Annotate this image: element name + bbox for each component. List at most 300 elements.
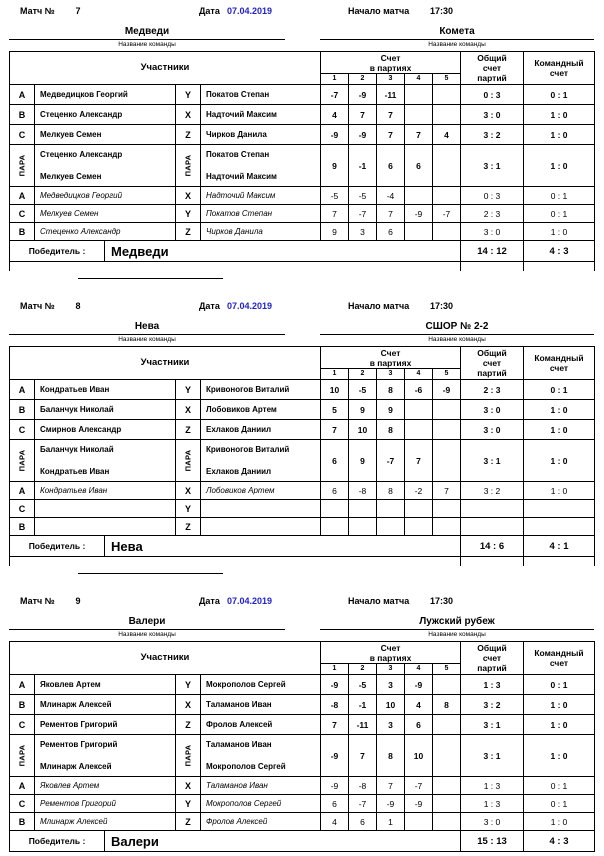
home-player-name bbox=[35, 105, 176, 125]
game-score-cell bbox=[377, 518, 405, 536]
away-letter bbox=[176, 400, 201, 420]
game-score-cell bbox=[377, 500, 405, 518]
participants-header: Участники bbox=[10, 347, 321, 380]
team-name-caption: Название команды bbox=[428, 336, 486, 343]
home-letter bbox=[10, 795, 35, 813]
away-letter bbox=[176, 440, 201, 482]
game-score-cell: 8 bbox=[377, 380, 405, 400]
player-name-text: Мокрополов Сергей bbox=[206, 799, 282, 808]
player-name-text: Надточий Максим bbox=[206, 172, 277, 181]
player-name-text: Стеценко Александр bbox=[40, 150, 123, 159]
away-player-name bbox=[201, 813, 321, 831]
home-player-name bbox=[35, 145, 176, 187]
match-number-label: Матч № bbox=[20, 596, 55, 606]
game-score-cell: 7 bbox=[321, 420, 349, 440]
score-header-line2: в партиях bbox=[369, 357, 412, 368]
away-player-name bbox=[201, 145, 321, 187]
home-letter-text: B bbox=[18, 404, 26, 415]
player-name-text: Таламанов Иван bbox=[206, 700, 272, 709]
game-score-cell: 5 bbox=[321, 400, 349, 420]
match-score-cell: 1 : 0 bbox=[524, 125, 595, 145]
home-player-name bbox=[35, 125, 176, 145]
game-score-cell: 3 bbox=[377, 675, 405, 695]
away-team bbox=[320, 321, 594, 343]
away-player-name bbox=[201, 777, 321, 795]
winner-total-games-score: 14 : 12 bbox=[461, 241, 524, 262]
home-player-name bbox=[35, 380, 176, 400]
home-letter-text: B bbox=[18, 226, 26, 237]
away-letter bbox=[176, 500, 201, 518]
match-header bbox=[0, 295, 604, 315]
home-letter bbox=[10, 125, 35, 145]
away-letter bbox=[176, 715, 201, 735]
score-header-line1: Счет bbox=[380, 52, 401, 63]
player-name-text: Кондратьев Иван bbox=[40, 486, 108, 495]
away-team bbox=[320, 26, 594, 48]
match-table bbox=[9, 346, 595, 557]
match-score-cell bbox=[524, 500, 595, 518]
match-number-label: Матч № bbox=[20, 301, 55, 311]
home-letter-text: A bbox=[18, 190, 26, 201]
home-letter bbox=[10, 675, 35, 695]
team-name-caption: Название команды bbox=[428, 631, 486, 638]
away-letter bbox=[176, 777, 201, 795]
start-time: 17:30 bbox=[430, 6, 454, 16]
game-score-cell: 4 bbox=[433, 125, 461, 145]
home-letter-text: B bbox=[18, 109, 26, 120]
away-player-name bbox=[201, 205, 321, 223]
game-score-cell bbox=[405, 85, 433, 105]
winner-label: Победитель : bbox=[10, 536, 105, 557]
player-name-text: Медведицков Георгий bbox=[40, 191, 123, 200]
start-label: Начало матча bbox=[348, 596, 410, 606]
home-team-name: Валери bbox=[9, 616, 285, 630]
game-score-cell: 8 bbox=[377, 420, 405, 440]
match-score-cell: 1 : 0 bbox=[524, 145, 595, 187]
game-score-cell: -4 bbox=[377, 187, 405, 205]
game-score-cell: 7 bbox=[321, 715, 349, 735]
match-score-cell: 0 : 1 bbox=[524, 187, 595, 205]
score-in-games-header bbox=[321, 52, 461, 74]
game-score-cell: 9 bbox=[321, 145, 349, 187]
home-team-name: Нева bbox=[9, 321, 285, 335]
team-score-header bbox=[524, 52, 595, 85]
game-score-cell bbox=[405, 518, 433, 536]
home-letter-text: ПАРА bbox=[17, 449, 27, 472]
set-score-cell bbox=[461, 518, 524, 536]
set-score-cell: 3 : 0 bbox=[461, 813, 524, 831]
date-label: Дата bbox=[199, 301, 220, 311]
home-player-name bbox=[35, 715, 176, 735]
game-score-cell: 7 bbox=[377, 105, 405, 125]
game-score-cell: 9 bbox=[321, 223, 349, 241]
game-score-cell bbox=[433, 223, 461, 241]
game-score-cell: -5 bbox=[321, 187, 349, 205]
game-score-cell: 6 bbox=[321, 482, 349, 500]
match-score-cell: 0 : 1 bbox=[524, 795, 595, 813]
home-letter bbox=[10, 813, 35, 831]
home-player-name bbox=[35, 187, 176, 205]
set-score-cell: 0 : 3 bbox=[461, 85, 524, 105]
winner-name: Нева bbox=[105, 536, 461, 557]
home-letter bbox=[10, 500, 35, 518]
home-player-name bbox=[35, 813, 176, 831]
game-score-cell bbox=[405, 223, 433, 241]
game-score-cell: -9 bbox=[349, 85, 377, 105]
game-score-cell: -7 bbox=[349, 795, 377, 813]
away-letter-text: Z bbox=[185, 424, 191, 435]
game-score-cell bbox=[405, 500, 433, 518]
game-score-cell: 7 bbox=[377, 777, 405, 795]
player-name-text: Баланчук Николай bbox=[40, 405, 114, 414]
home-team bbox=[9, 616, 285, 638]
player-name-text: Надточий Максим bbox=[206, 110, 277, 119]
grid-stub bbox=[594, 557, 595, 566]
home-letter-text: A bbox=[18, 780, 26, 791]
game-score-cell: -8 bbox=[321, 695, 349, 715]
home-player-name bbox=[35, 777, 176, 795]
player-name-text: Мелкуев Семен bbox=[40, 209, 99, 218]
game-score-cell bbox=[433, 187, 461, 205]
player-name-text: Ехлаков Даниил bbox=[206, 467, 272, 476]
game-score-cell: -9 bbox=[405, 205, 433, 223]
match-section bbox=[0, 295, 604, 590]
player-name-text: Фролов Алексей bbox=[206, 720, 273, 729]
away-player-name bbox=[201, 380, 321, 400]
game-score-cell: 7 bbox=[377, 125, 405, 145]
game-score-cell: 6 bbox=[321, 440, 349, 482]
game-number: 4 bbox=[405, 664, 433, 675]
game-score-cell bbox=[433, 440, 461, 482]
home-letter bbox=[10, 735, 35, 777]
match-score-cell: 1 : 0 bbox=[524, 223, 595, 241]
away-letter-text: Z bbox=[185, 719, 191, 730]
player-name-text: Покатов Степан bbox=[206, 150, 270, 159]
home-player-name bbox=[35, 205, 176, 223]
set-score-cell: 3 : 0 bbox=[461, 420, 524, 440]
home-letter-text: C bbox=[18, 798, 26, 809]
away-player-name bbox=[201, 125, 321, 145]
player-name-text: Таламанов Иван bbox=[206, 781, 268, 790]
game-score-cell: -7 bbox=[377, 440, 405, 482]
match-section bbox=[0, 0, 604, 295]
player-name-text: Стеценко Александр bbox=[40, 227, 121, 236]
game-score-cell: -5 bbox=[349, 675, 377, 695]
player-name-text: Лобовиков Артем bbox=[206, 405, 277, 414]
player-name-text: Мелкуев Семен bbox=[40, 172, 102, 181]
set-score-cell: 3 : 2 bbox=[461, 125, 524, 145]
home-letter bbox=[10, 205, 35, 223]
away-player-name bbox=[201, 675, 321, 695]
home-letter-text: C bbox=[18, 129, 26, 140]
game-score-cell: 4 bbox=[321, 105, 349, 125]
game-score-cell: -5 bbox=[349, 187, 377, 205]
game-score-cell: 6 bbox=[377, 145, 405, 187]
game-number: 5 bbox=[433, 369, 461, 380]
game-number: 4 bbox=[405, 74, 433, 85]
grid-stub bbox=[523, 262, 524, 271]
set-score-cell: 3 : 1 bbox=[461, 145, 524, 187]
home-team-name: Медведи bbox=[9, 26, 285, 40]
game-score-cell: 9 bbox=[377, 400, 405, 420]
grid-stub bbox=[594, 262, 595, 271]
match-table bbox=[9, 51, 595, 262]
game-score-cell: 4 bbox=[321, 813, 349, 831]
game-number: 2 bbox=[349, 74, 377, 85]
team-score-header-text: Командный счет bbox=[534, 353, 584, 373]
match-score-cell: 1 : 0 bbox=[524, 735, 595, 777]
home-player-name bbox=[35, 735, 176, 777]
home-letter bbox=[10, 105, 35, 125]
score-in-games-header bbox=[321, 642, 461, 664]
game-score-cell: -7 bbox=[349, 205, 377, 223]
away-player-name bbox=[201, 795, 321, 813]
game-score-cell: 8 bbox=[377, 735, 405, 777]
game-number: 5 bbox=[433, 74, 461, 85]
set-score-cell: 0 : 3 bbox=[461, 187, 524, 205]
home-letter bbox=[10, 187, 35, 205]
game-score-cell: 9 bbox=[349, 400, 377, 420]
player-name-text: Лобовиков Артем bbox=[206, 486, 275, 495]
team-names-row bbox=[9, 616, 594, 638]
game-number: 2 bbox=[349, 369, 377, 380]
team-names-row bbox=[9, 26, 594, 48]
away-letter bbox=[176, 695, 201, 715]
grid-stub bbox=[523, 557, 524, 566]
away-letter-text: X bbox=[184, 109, 191, 120]
home-letter-text: B bbox=[18, 521, 26, 532]
game-score-cell bbox=[405, 420, 433, 440]
grid-stub bbox=[9, 557, 10, 566]
game-score-cell: -11 bbox=[377, 85, 405, 105]
table-footer-area bbox=[9, 557, 594, 586]
game-score-cell: -9 bbox=[349, 125, 377, 145]
winner-total-games-score: 14 : 6 bbox=[461, 536, 524, 557]
player-name-text: Стеценко Александр bbox=[40, 110, 123, 119]
match-score-cell: 0 : 1 bbox=[524, 85, 595, 105]
grid-stub bbox=[9, 262, 10, 271]
team-name-caption: Название команды bbox=[428, 41, 486, 48]
set-score-cell bbox=[461, 500, 524, 518]
home-letter bbox=[10, 420, 35, 440]
game-score-cell: 6 bbox=[377, 223, 405, 241]
match-number: 8 bbox=[75, 301, 81, 311]
home-letter bbox=[10, 518, 35, 536]
game-number: 1 bbox=[321, 74, 349, 85]
home-letter bbox=[10, 695, 35, 715]
away-letter bbox=[176, 105, 201, 125]
player-name-text: Баланчук Николай bbox=[40, 445, 114, 454]
game-number: 3 bbox=[377, 74, 405, 85]
home-letter-text: ПАРА bbox=[17, 154, 27, 177]
game-score-cell: 6 bbox=[321, 795, 349, 813]
game-score-cell bbox=[405, 105, 433, 125]
away-player-name bbox=[201, 105, 321, 125]
set-score-cell: 3 : 1 bbox=[461, 440, 524, 482]
game-score-cell: -9 bbox=[405, 675, 433, 695]
set-score-cell: 1 : 3 bbox=[461, 777, 524, 795]
game-score-cell bbox=[321, 500, 349, 518]
grid-stub bbox=[460, 262, 461, 271]
team-score-header-text: Командный счет bbox=[534, 58, 584, 78]
team-name-caption: Название команды bbox=[118, 41, 176, 48]
game-score-cell bbox=[433, 675, 461, 695]
game-number: 2 bbox=[349, 664, 377, 675]
player-name-text: Рементов Григорий bbox=[40, 799, 116, 808]
score-in-games-header bbox=[321, 347, 461, 369]
start-label: Начало матча bbox=[348, 301, 410, 311]
match-score-cell: 0 : 1 bbox=[524, 380, 595, 400]
total-games-header bbox=[461, 642, 524, 675]
away-letter-text: Z bbox=[185, 129, 191, 140]
home-player-name bbox=[35, 85, 176, 105]
home-letter-text: ПАРА bbox=[17, 744, 27, 767]
match-header bbox=[0, 0, 604, 20]
away-letter bbox=[176, 795, 201, 813]
home-letter bbox=[10, 482, 35, 500]
player-name-text: Надточий Максим bbox=[206, 191, 276, 200]
match-score-cell: 1 : 0 bbox=[524, 482, 595, 500]
home-letter-text: A bbox=[18, 384, 26, 395]
away-letter bbox=[176, 420, 201, 440]
player-name-text: Яковлев Артем bbox=[40, 680, 101, 689]
away-team bbox=[320, 616, 594, 638]
player-name-text: Ехлаков Даниил bbox=[206, 425, 272, 434]
player-name-text: Кондратьев Иван bbox=[40, 385, 110, 394]
match-score-cell: 1 : 0 bbox=[524, 400, 595, 420]
start-label: Начало матча bbox=[348, 6, 410, 16]
away-letter bbox=[176, 735, 201, 777]
set-score-cell: 1 : 3 bbox=[461, 795, 524, 813]
game-score-cell: -5 bbox=[349, 380, 377, 400]
game-score-cell: 10 bbox=[405, 735, 433, 777]
player-name-text: Рементов Григорий bbox=[40, 720, 118, 729]
team-score-header bbox=[524, 642, 595, 675]
away-player-name bbox=[201, 500, 321, 518]
away-letter bbox=[176, 125, 201, 145]
game-number: 1 bbox=[321, 664, 349, 675]
game-score-cell bbox=[405, 813, 433, 831]
away-letter-text: X bbox=[184, 780, 191, 791]
home-team bbox=[9, 26, 285, 48]
match-score-cell: 0 : 1 bbox=[524, 777, 595, 795]
game-number: 3 bbox=[377, 664, 405, 675]
winner-label: Победитель : bbox=[10, 241, 105, 262]
match-score-cell: 1 : 0 bbox=[524, 695, 595, 715]
player-name-text: Медведицков Георгий bbox=[40, 90, 128, 99]
home-letter bbox=[10, 145, 35, 187]
home-letter-text: C bbox=[18, 424, 26, 435]
game-score-cell: -9 bbox=[377, 795, 405, 813]
away-letter bbox=[176, 145, 201, 187]
team-name-caption: Название команды bbox=[118, 336, 176, 343]
away-player-name bbox=[201, 735, 321, 777]
game-score-cell: 10 bbox=[377, 695, 405, 715]
winner-team-score: 4 : 3 bbox=[524, 831, 595, 852]
player-name-text: Мокрополов Сергей bbox=[206, 680, 286, 689]
game-score-cell: 7 bbox=[405, 125, 433, 145]
home-letter-text: A bbox=[18, 89, 26, 100]
game-score-cell: 7 bbox=[433, 482, 461, 500]
set-score-cell: 2 : 3 bbox=[461, 205, 524, 223]
home-letter bbox=[10, 400, 35, 420]
game-score-cell: -1 bbox=[349, 695, 377, 715]
match-score-cell: 1 : 0 bbox=[524, 105, 595, 125]
player-name-text: Фролов Алексей bbox=[206, 817, 268, 826]
grid-stub bbox=[460, 557, 461, 566]
game-score-cell: 8 bbox=[377, 482, 405, 500]
set-score-cell: 3 : 2 bbox=[461, 695, 524, 715]
away-player-name bbox=[201, 420, 321, 440]
game-score-cell: -9 bbox=[321, 125, 349, 145]
home-letter bbox=[10, 380, 35, 400]
away-team-name: Комета bbox=[320, 26, 594, 40]
game-score-cell: -7 bbox=[405, 777, 433, 795]
team-score-header bbox=[524, 347, 595, 380]
game-score-cell: -7 bbox=[321, 85, 349, 105]
home-letter-text: C bbox=[18, 503, 26, 514]
set-score-cell: 3 : 0 bbox=[461, 105, 524, 125]
away-player-name bbox=[201, 440, 321, 482]
match-table bbox=[9, 641, 595, 852]
participants-header: Участники bbox=[10, 52, 321, 85]
winner-team-score: 4 : 1 bbox=[524, 536, 595, 557]
match-score-cell: 1 : 0 bbox=[524, 715, 595, 735]
game-score-cell bbox=[433, 795, 461, 813]
game-score-cell bbox=[433, 777, 461, 795]
score-header-line1: Счет bbox=[380, 347, 401, 358]
game-score-cell: 6 bbox=[405, 715, 433, 735]
game-score-cell bbox=[433, 85, 461, 105]
total-games-header-text: Общий счет партий bbox=[477, 643, 507, 673]
away-letter bbox=[176, 482, 201, 500]
total-games-header-text: Общий счет партий bbox=[477, 348, 507, 378]
game-score-cell: 3 bbox=[377, 715, 405, 735]
game-number: 5 bbox=[433, 664, 461, 675]
game-score-cell: 10 bbox=[321, 380, 349, 400]
player-name-text: Млинарж Алексей bbox=[40, 817, 108, 826]
home-player-name bbox=[35, 695, 176, 715]
home-letter-text: C bbox=[18, 208, 26, 219]
player-name-text: Таламанов Иван bbox=[206, 740, 272, 749]
home-player-name bbox=[35, 675, 176, 695]
away-team-name: СШОР № 2-2 bbox=[320, 321, 594, 335]
start-time: 17:30 bbox=[430, 301, 454, 311]
match-score-cell: 1 : 0 bbox=[524, 813, 595, 831]
game-score-cell bbox=[433, 735, 461, 777]
away-letter bbox=[176, 85, 201, 105]
game-score-cell: 7 bbox=[405, 440, 433, 482]
winner-name: Медведи bbox=[105, 241, 461, 262]
game-number: 3 bbox=[377, 369, 405, 380]
match-score-cell: 0 : 1 bbox=[524, 205, 595, 223]
home-letter-text: C bbox=[18, 719, 26, 730]
team-score-header-text: Командный счет bbox=[534, 648, 584, 668]
total-games-header bbox=[461, 52, 524, 85]
player-name-text: Яковлев Артем bbox=[40, 781, 100, 790]
game-number: 1 bbox=[321, 369, 349, 380]
game-score-cell: -2 bbox=[405, 482, 433, 500]
away-player-name bbox=[201, 223, 321, 241]
home-letter-text: A bbox=[18, 679, 26, 690]
player-name-text: Мелкуев Семен bbox=[40, 130, 102, 139]
set-score-cell: 3 : 0 bbox=[461, 400, 524, 420]
home-letter-text: B bbox=[18, 699, 26, 710]
player-name-text: Кривоногов Виталий bbox=[206, 385, 290, 394]
away-letter bbox=[176, 205, 201, 223]
set-score-cell: 3 : 1 bbox=[461, 715, 524, 735]
game-score-cell: 3 bbox=[349, 223, 377, 241]
